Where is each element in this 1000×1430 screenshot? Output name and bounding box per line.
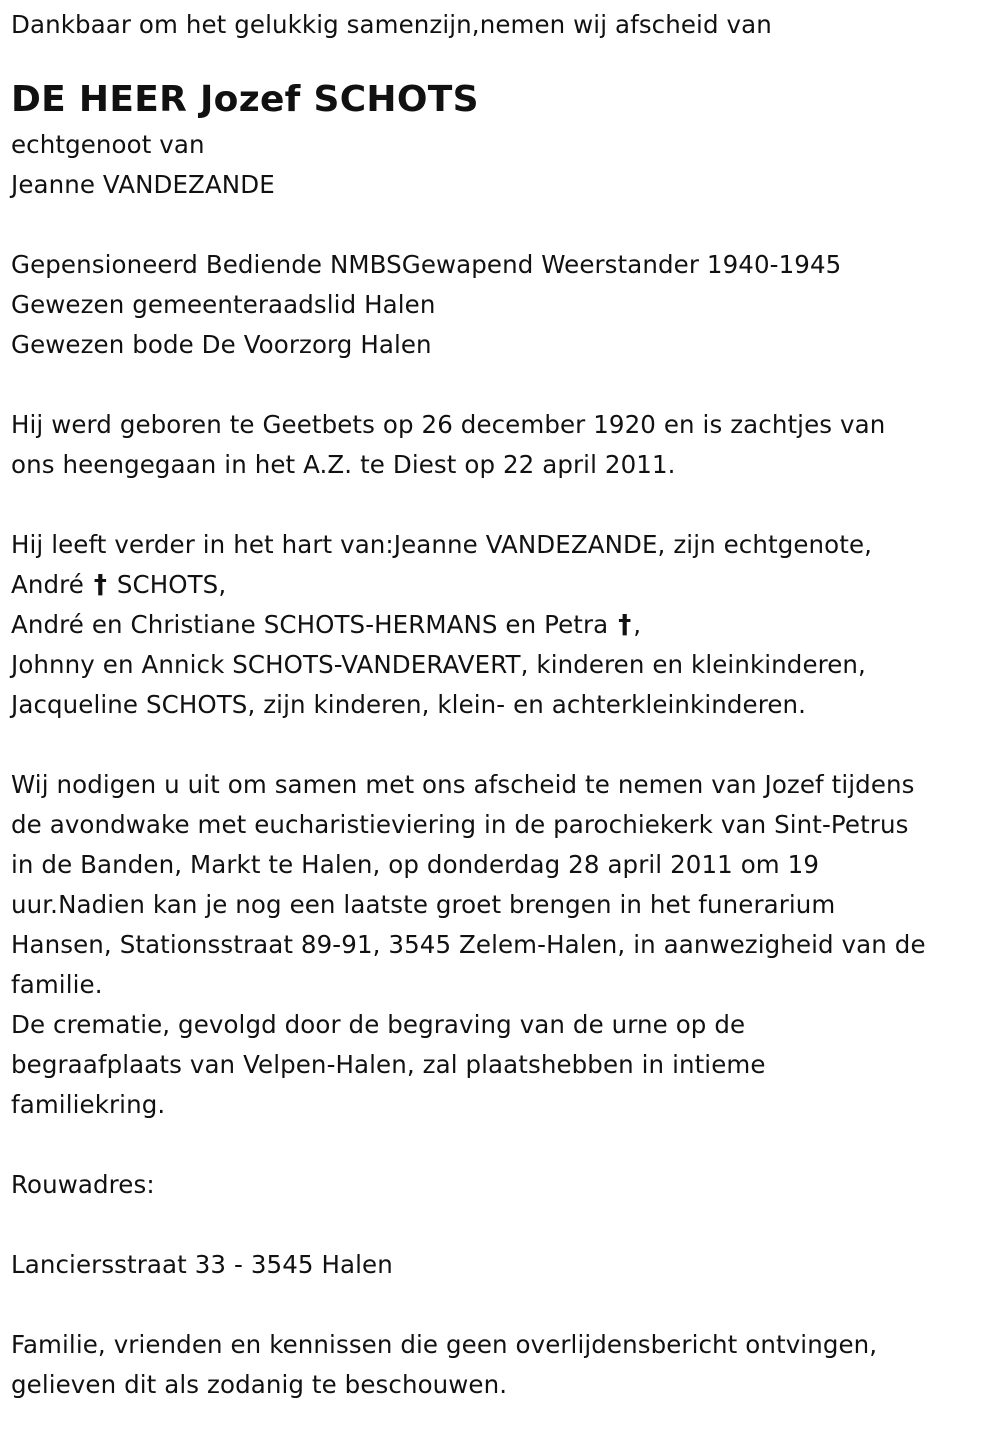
cross-icon: † xyxy=(618,610,632,640)
obituary xyxy=(11,0,991,1405)
mourning-address-label: Rouwadres: xyxy=(11,1170,155,1199)
invitation-line: familie. xyxy=(11,970,103,999)
invitation-line: de avondwake met eucharistieviering in de parochiekerk van Sint-Petrus xyxy=(11,810,909,839)
deceased-title: DE HEER Jozef SCHOTS xyxy=(11,79,479,120)
spouse-prefix: echtgenoot van xyxy=(11,130,205,159)
birth-death-line: Hij werd geboren te Geetbets op 26 december 1920 en is zachtjes van xyxy=(11,410,886,439)
family-line: Hij leeft verder in het hart van:Jeanne VANDEZANDE, zijn echtgenote, xyxy=(11,530,873,559)
spouse-name: Jeanne VANDEZANDE xyxy=(11,170,275,199)
family-name-text: André en Christiane SCHOTS-HERMANS en Petra xyxy=(11,610,609,639)
role-line: Gewezen gemeenteraadslid Halen xyxy=(11,290,436,319)
intro-text: Dankbaar om het gelukkig samenzijn,nemen wij afscheid van xyxy=(11,10,772,39)
family-name-text: SCHOTS, xyxy=(116,570,227,599)
closing-line: Familie, vrienden en kennissen die geen overlijdensbericht ontvingen, xyxy=(11,1330,878,1359)
invitation-line: De crematie, gevolgd door de begraving van de urne op de xyxy=(11,1010,746,1039)
family-name-text: , xyxy=(633,610,642,639)
cross-icon: † xyxy=(93,570,107,600)
invitation-line: begraafplaats van Velpen-Halen, zal plaatshebben in intieme xyxy=(11,1050,766,1079)
closing-line: gelieven dit als zodanig te beschouwen. xyxy=(11,1370,508,1399)
role-line: Gepensioneerd Bediende NMBSGewapend Weerstander 1940-1945 xyxy=(11,250,842,279)
invitation-line: uur.Nadien kan je nog een laatste groet brengen in het funerarium xyxy=(11,890,836,919)
role-line: Gewezen bode De Voorzorg Halen xyxy=(11,330,432,359)
family-line xyxy=(11,605,991,645)
invitation-line: familiekring. xyxy=(11,1090,166,1119)
family-line: Jacqueline SCHOTS, zijn kinderen, klein- en achterkleinkinderen. xyxy=(11,690,807,719)
invitation-line: Wij nodigen u uit om samen met ons afscheid te nemen van Jozef tijdens xyxy=(11,770,915,799)
family-line: Johnny en Annick SCHOTS-VANDERAVERT, kinderen en kleinkinderen, xyxy=(11,650,866,679)
birth-death-line: ons heengegaan in het A.Z. te Diest op 22 april 2011. xyxy=(11,450,676,479)
mourning-address: Lanciersstraat 33 - 3545 Halen xyxy=(11,1250,393,1279)
invitation-line: in de Banden, Markt te Halen, op donderdag 28 april 2011 om 19 xyxy=(11,850,820,879)
invitation-line: Hansen, Stationsstraat 89-91, 3545 Zelem-Halen, in aanwezigheid van de xyxy=(11,930,926,959)
family-name-text: André xyxy=(11,570,84,599)
family-line xyxy=(11,565,991,605)
